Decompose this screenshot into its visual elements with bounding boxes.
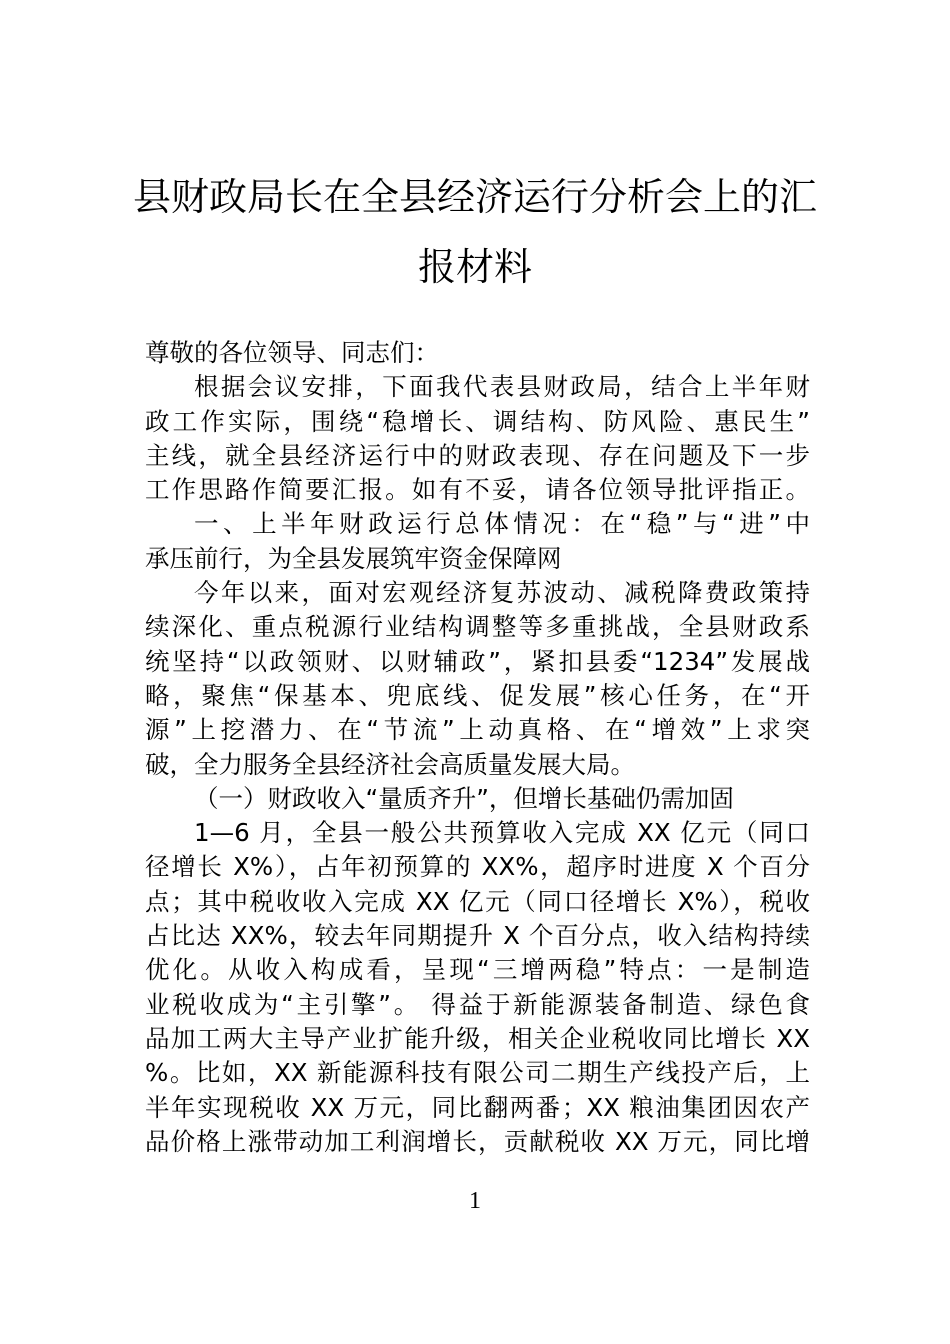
body-line: 工作思路作简要汇报。如有不妥，请各位领导批评指正。 — [145, 475, 810, 505]
body-line: 根据会议安排，下面我代表县财政局，结合上半年财 — [194, 372, 810, 402]
body-line: 今年以来，面对宏观经济复苏波动、减税降费政策持 — [194, 578, 810, 608]
body-line: 略，聚焦“保基本、兜底线、促发展”核心任务，在“开 — [145, 680, 810, 710]
body-line: 源”上挖潜力、在“节流”上动真格、在“增效”上求突 — [145, 715, 810, 745]
body-line: 半年实现税收 XX 万元，同比翻两番；XX 粮油集团因农产 — [145, 1092, 810, 1122]
body-line: （一）财政收入“量质齐升”，但增长基础仍需加固 — [194, 783, 734, 813]
document-title-line-2: 报材料 — [417, 245, 532, 289]
body-line: 一、上半年财政运行总体情况：在“稳”与“进”中 — [194, 509, 810, 539]
page-number: 1 — [469, 1188, 481, 1214]
body-line: 品价格上涨带动加工利润增长，贡献税收 XX 万元，同比增 — [145, 1126, 810, 1156]
document-title-line-1: 县财政局长在全县经济运行分析会上的汇 — [132, 175, 817, 219]
body-line: 优化。从收入构成看，呈现“三增两稳”特点：一是制造 — [145, 955, 810, 985]
body-line: 统坚持“以政领财、以财辅政”，紧扣县委“1234”发展战 — [145, 646, 810, 676]
body-line: 政工作实际，围绕“稳增长、调结构、防风险、惠民生” — [145, 406, 810, 436]
body-line: 破，全力服务全县经济社会高质量发展大局。 — [145, 749, 635, 779]
body-line: 径增长 X%），占年初预算的 XX%，超序时进度 X 个百分 — [145, 852, 810, 882]
body-line: 续深化、重点税源行业结构调整等多重挑战，全县财政系 — [145, 612, 810, 642]
body-line: 点；其中税收收入完成 XX 亿元（同口径增长 X%），税收 — [145, 886, 810, 916]
body-line: 占比达 XX%，较去年同期提升 X 个百分点，收入结构持续 — [145, 921, 810, 951]
body-line: 1—6 月，全县一般公共预算收入完成 XX 亿元（同口 — [194, 818, 810, 848]
body-line: 承压前行，为全县发展筑牢资金保障网 — [145, 543, 562, 573]
body-line: 尊敬的各位领导、同志们： — [145, 338, 439, 367]
body-line: 品加工两大主导产业扩能升级，相关企业税收同比增长 XX — [145, 1023, 810, 1053]
body-line: 业税收成为“主引擎”。 得益于新能源装备制造、绿色食 — [145, 989, 810, 1019]
document-body — [145, 336, 810, 1159]
body-line: 主线，就全县经济运行中的财政表现、存在问题及下一步 — [145, 440, 810, 470]
body-line: %。比如，XX 新能源科技有限公司二期生产线投产后，上 — [145, 1058, 810, 1088]
